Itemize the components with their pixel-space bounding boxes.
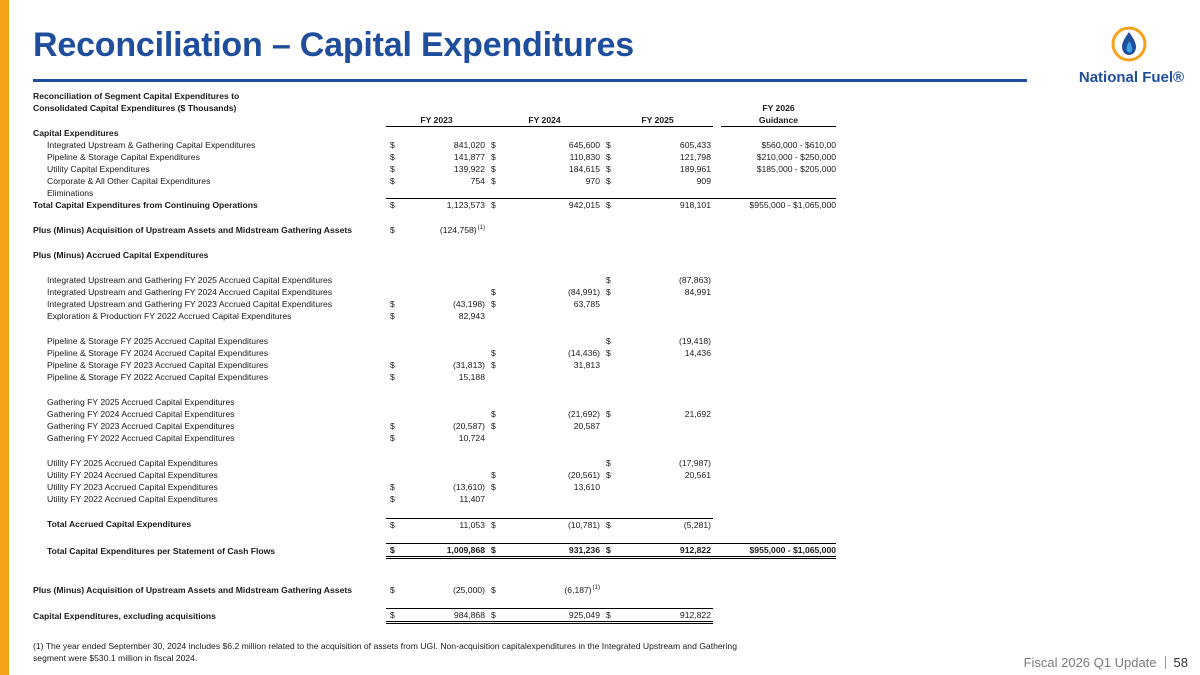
column-header-fy2025: FY 2025 — [602, 114, 713, 127]
value-fy2024: 925,049 — [503, 609, 602, 623]
value-fy2024: (14,436) — [567, 348, 600, 358]
table-caption-row — [33, 102, 836, 114]
value-fy2025: 20,561 — [684, 470, 711, 480]
row-label: Gathering FY 2023 Accrued Capital Expenditures — [47, 421, 235, 431]
subtotal-row — [33, 199, 836, 212]
value-fy2024: 184,615 — [568, 163, 600, 174]
table-row — [33, 187, 836, 199]
currency-symbol: $ — [606, 275, 611, 285]
column-header-row — [33, 114, 836, 127]
value-fy2025: 912,822 — [618, 544, 713, 558]
currency-symbol: $ — [386, 199, 402, 212]
currency-symbol: $ — [491, 482, 496, 492]
value-guidance: $955,000 - $1,065,000 — [721, 544, 836, 558]
total-row — [33, 544, 836, 558]
value-fy2025: 21,692 — [684, 409, 711, 419]
currency-symbol: $ — [386, 609, 402, 623]
row-label: Pipeline & Storage FY 2023 Accrued Capital Expenditures — [47, 360, 269, 370]
value-fy2024: 645,600 — [568, 139, 600, 150]
currency-symbol: $ — [491, 360, 496, 370]
table-row — [33, 481, 836, 493]
currency-symbol: $ — [491, 584, 496, 595]
value-fy2024: 931,236 — [503, 544, 602, 558]
row-label: Utility FY 2023 Accrued Capital Expenditures — [47, 482, 218, 492]
value-fy2024: 31,813 — [573, 360, 600, 370]
row-label: Pipeline & Storage FY 2025 Accrued Capital Expenditures — [47, 336, 269, 346]
footnote — [33, 640, 833, 664]
total-row — [33, 609, 836, 623]
table-row — [33, 347, 836, 359]
title-rule — [33, 79, 1027, 82]
currency-symbol: $ — [491, 151, 496, 162]
page-title: Reconciliation – Capital Expenditures — [33, 26, 634, 64]
value-fy2023: (25,000) — [452, 584, 485, 595]
row-label: Exploration & Production FY 2022 Accrued Capital Expenditures — [47, 311, 292, 321]
value-fy2023: 1,009,868 — [402, 544, 487, 558]
row-label: Utility Capital Expenditures — [47, 163, 150, 174]
value-fy2023: 11,407 — [459, 494, 485, 504]
section-heading: Capital Expenditures — [33, 127, 119, 138]
accent-bar — [0, 0, 9, 675]
column-header-fy2026: FY 2026 — [762, 103, 795, 113]
value-fy2024: 970 — [585, 175, 600, 186]
value-fy2025: 605,433 — [679, 139, 711, 150]
currency-symbol: $ — [602, 199, 618, 212]
table-row — [33, 457, 836, 469]
table-caption-row — [33, 90, 836, 102]
value-fy2024: $(6,187)^{(1)}$ — [564, 584, 600, 595]
row-label: Plus (Minus) Acquisition of Upstream Assets and Midstream Gathering Assets — [33, 584, 352, 595]
currency-symbol: $ — [491, 163, 496, 174]
value-fy2025: (87,863) — [678, 275, 711, 285]
value-fy2025: (17,987) — [678, 458, 711, 468]
row-label: Total Accrued Capital Expenditures — [47, 519, 192, 530]
value-fy2024: (84,991) — [567, 287, 600, 297]
currency-symbol: $ — [606, 348, 611, 358]
value-fy2024: 110,830 — [569, 151, 600, 162]
value-fy2023: (43,198) — [452, 299, 485, 309]
value-fy2025: (5,281) — [618, 518, 713, 531]
currency-symbol: $ — [491, 287, 496, 297]
value-fy2023: 754 — [470, 175, 485, 186]
value-fy2025: 189,961 — [679, 163, 711, 174]
table-row — [33, 163, 836, 175]
footnote-line: (1) The year ended September 30, 2024 includes $6.2 million related to the acquisition of assets from UGI. Non-acquisition capitalexpenditures in the Integrated Upstream and Gathering — [33, 641, 737, 651]
currency-symbol: $ — [390, 584, 395, 595]
currency-symbol: $ — [390, 360, 395, 370]
currency-symbol: $ — [606, 409, 611, 419]
value-fy2024: 63,785 — [573, 299, 600, 309]
value-guidance: $955,000 - $1,065,000 — [721, 199, 836, 212]
table-row — [33, 408, 836, 420]
value-fy2023: (31,813) — [452, 360, 485, 370]
currency-symbol: $ — [491, 421, 496, 431]
currency-symbol: $ — [491, 175, 496, 186]
value-fy2023: 82,943 — [458, 311, 485, 321]
currency-symbol: $ — [602, 544, 618, 558]
currency-symbol: $ — [390, 311, 395, 321]
row-label: Corporate & All Other Capital Expenditures — [47, 175, 211, 186]
currency-symbol: $ — [487, 544, 503, 558]
currency-symbol: $ — [390, 175, 395, 186]
value-fy2024: (20,561) — [567, 470, 600, 480]
currency-symbol: $ — [606, 139, 611, 150]
currency-symbol: $ — [606, 163, 611, 174]
footer-divider — [1165, 656, 1166, 669]
currency-symbol: $ — [390, 433, 395, 443]
row-label: Utility FY 2025 Accrued Capital Expenditures — [47, 458, 218, 468]
value-fy2025: 84,991 — [684, 287, 711, 297]
logo-wordmark: National Fuel® — [1078, 69, 1185, 86]
table-row — [33, 584, 836, 596]
row-label: Utility FY 2024 Accrued Capital Expenditures — [47, 470, 218, 480]
value-fy2023: 1,123,573 — [402, 199, 487, 212]
currency-symbol: $ — [390, 163, 395, 174]
slide-footer — [1024, 655, 1188, 670]
currency-symbol: $ — [390, 482, 395, 492]
value-fy2023: 11,053 — [402, 518, 487, 531]
value-fy2023: 984,868 — [402, 609, 487, 623]
table-row — [33, 359, 836, 371]
currency-symbol: $ — [390, 225, 395, 235]
currency-symbol: $ — [606, 470, 611, 480]
footnote-ref: (1) — [477, 225, 485, 232]
row-label: Eliminations — [47, 187, 94, 198]
value-guidance: $210,000 - $250,000 — [756, 151, 837, 162]
value-fy2023: 10,724 — [458, 433, 485, 443]
section-heading-row — [33, 127, 836, 139]
row-label: Plus (Minus) Accrued Capital Expenditures — [33, 250, 209, 260]
table-row — [33, 469, 836, 481]
table-row — [33, 224, 836, 236]
table-row — [33, 286, 836, 298]
value-fy2025: 909 — [696, 175, 711, 186]
value-fy2024: (10,781) — [503, 518, 602, 531]
currency-symbol: $ — [491, 470, 496, 480]
value-fy2023: $(124,758)^{(1)}$ — [439, 225, 485, 235]
table-caption: Reconciliation of Segment Capital Expenditures to — [33, 91, 240, 101]
company-logo — [1074, 26, 1189, 88]
value-fy2023: (20,587) — [452, 421, 485, 431]
table-row — [33, 139, 836, 151]
value-fy2025: 121,798 — [679, 151, 711, 162]
currency-symbol: $ — [487, 609, 503, 623]
value-fy2024: 13,610 — [573, 482, 600, 492]
value-fy2025: 14,436 — [684, 348, 711, 358]
value-guidance: $560,000 - $610,00 — [761, 139, 837, 150]
value-fy2025: 912,822 — [618, 609, 713, 623]
page-number: 58 — [1173, 655, 1188, 670]
row-label: Gathering FY 2024 Accrued Capital Expenditures — [47, 409, 235, 419]
footnote-line: segment were $530.1 million in fiscal 2024. — [33, 653, 198, 663]
row-label: Integrated Upstream and Gathering FY 2025 Accrued Capital Expenditures — [47, 275, 333, 285]
value-fy2023: 15,188 — [458, 372, 485, 382]
row-label: Pipeline & Storage FY 2024 Accrued Capital Expenditures — [47, 348, 269, 358]
row-label: Gathering FY 2025 Accrued Capital Expenditures — [47, 397, 235, 407]
currency-symbol: $ — [390, 494, 395, 504]
flame-logo-icon — [1111, 26, 1147, 62]
table-row — [33, 371, 836, 383]
value-fy2023: 141,877 — [453, 151, 485, 162]
currency-symbol: $ — [491, 409, 496, 419]
currency-symbol: $ — [390, 421, 395, 431]
value-fy2023: (13,610) — [452, 482, 485, 492]
value-guidance: $185,000 - $205,000 — [756, 163, 837, 174]
currency-symbol: $ — [491, 139, 496, 150]
value-fy2025: 918,101 — [618, 199, 713, 212]
table-caption: Consolidated Capital Expenditures ($ Thousands) — [33, 103, 237, 113]
table-row — [33, 396, 836, 408]
value-fy2023: 139,922 — [453, 163, 485, 174]
table-row — [33, 432, 836, 444]
value-fy2023: 841,020 — [453, 139, 485, 150]
currency-symbol: $ — [606, 336, 611, 346]
currency-symbol: $ — [491, 348, 496, 358]
row-label: Integrated Upstream and Gathering FY 2024 Accrued Capital Expenditures — [47, 287, 333, 297]
currency-symbol: $ — [390, 151, 395, 162]
capex-reconciliation-table — [33, 90, 836, 624]
row-label: Total Capital Expenditures from Continuing Operations — [33, 199, 258, 210]
currency-symbol: $ — [606, 458, 611, 468]
table-row — [33, 420, 836, 432]
value-fy2024: (21,692) — [567, 409, 600, 419]
row-label: Total Capital Expenditures per Statement of Cash Flows — [47, 545, 276, 556]
row-label: Plus (Minus) Acquisition of Upstream Assets and Midstream Gathering Assets — [33, 225, 352, 235]
currency-symbol: $ — [390, 299, 395, 309]
row-label: Utility FY 2022 Accrued Capital Expenditures — [47, 494, 218, 504]
row-label: Integrated Upstream & Gathering Capital Expenditures — [47, 139, 256, 150]
table-row — [33, 493, 836, 505]
currency-symbol: $ — [602, 609, 618, 623]
currency-symbol: $ — [386, 544, 402, 558]
row-label: Pipeline & Storage Capital Expenditures — [47, 151, 200, 162]
column-header-fy2023: FY 2023 — [386, 114, 487, 127]
value-fy2024: 942,015 — [503, 199, 602, 212]
table-row — [33, 298, 836, 310]
table-row — [33, 151, 836, 163]
value-fy2025: (19,418) — [678, 336, 711, 346]
currency-symbol: $ — [386, 518, 402, 531]
table-row — [33, 274, 836, 286]
value-fy2024: 20,587 — [573, 421, 600, 431]
currency-symbol: $ — [487, 199, 503, 212]
row-label: Capital Expenditures, excluding acquisitions — [33, 610, 216, 621]
row-label: Pipeline & Storage FY 2022 Accrued Capital Expenditures — [47, 372, 269, 382]
currency-symbol: $ — [606, 175, 611, 186]
currency-symbol: $ — [606, 287, 611, 297]
currency-symbol: $ — [602, 518, 618, 531]
footnote-ref: (1) — [592, 584, 600, 591]
currency-symbol: $ — [491, 299, 496, 309]
footer-label: Fiscal 2026 Q1 Update — [1023, 655, 1157, 670]
table-row — [33, 310, 836, 322]
currency-symbol: $ — [390, 372, 395, 382]
column-header-guidance: Guidance — [721, 114, 836, 127]
row-label: Integrated Upstream and Gathering FY 2023 Accrued Capital Expenditures — [47, 299, 333, 309]
column-header-fy2024: FY 2024 — [487, 114, 602, 127]
currency-symbol: $ — [606, 151, 611, 162]
table-row — [33, 175, 836, 187]
currency-symbol: $ — [390, 139, 395, 150]
section-heading-row — [33, 249, 836, 261]
currency-symbol: $ — [487, 518, 503, 531]
subtotal-row — [33, 518, 836, 531]
row-label: Gathering FY 2022 Accrued Capital Expenditures — [47, 433, 235, 443]
table-row — [33, 335, 836, 347]
